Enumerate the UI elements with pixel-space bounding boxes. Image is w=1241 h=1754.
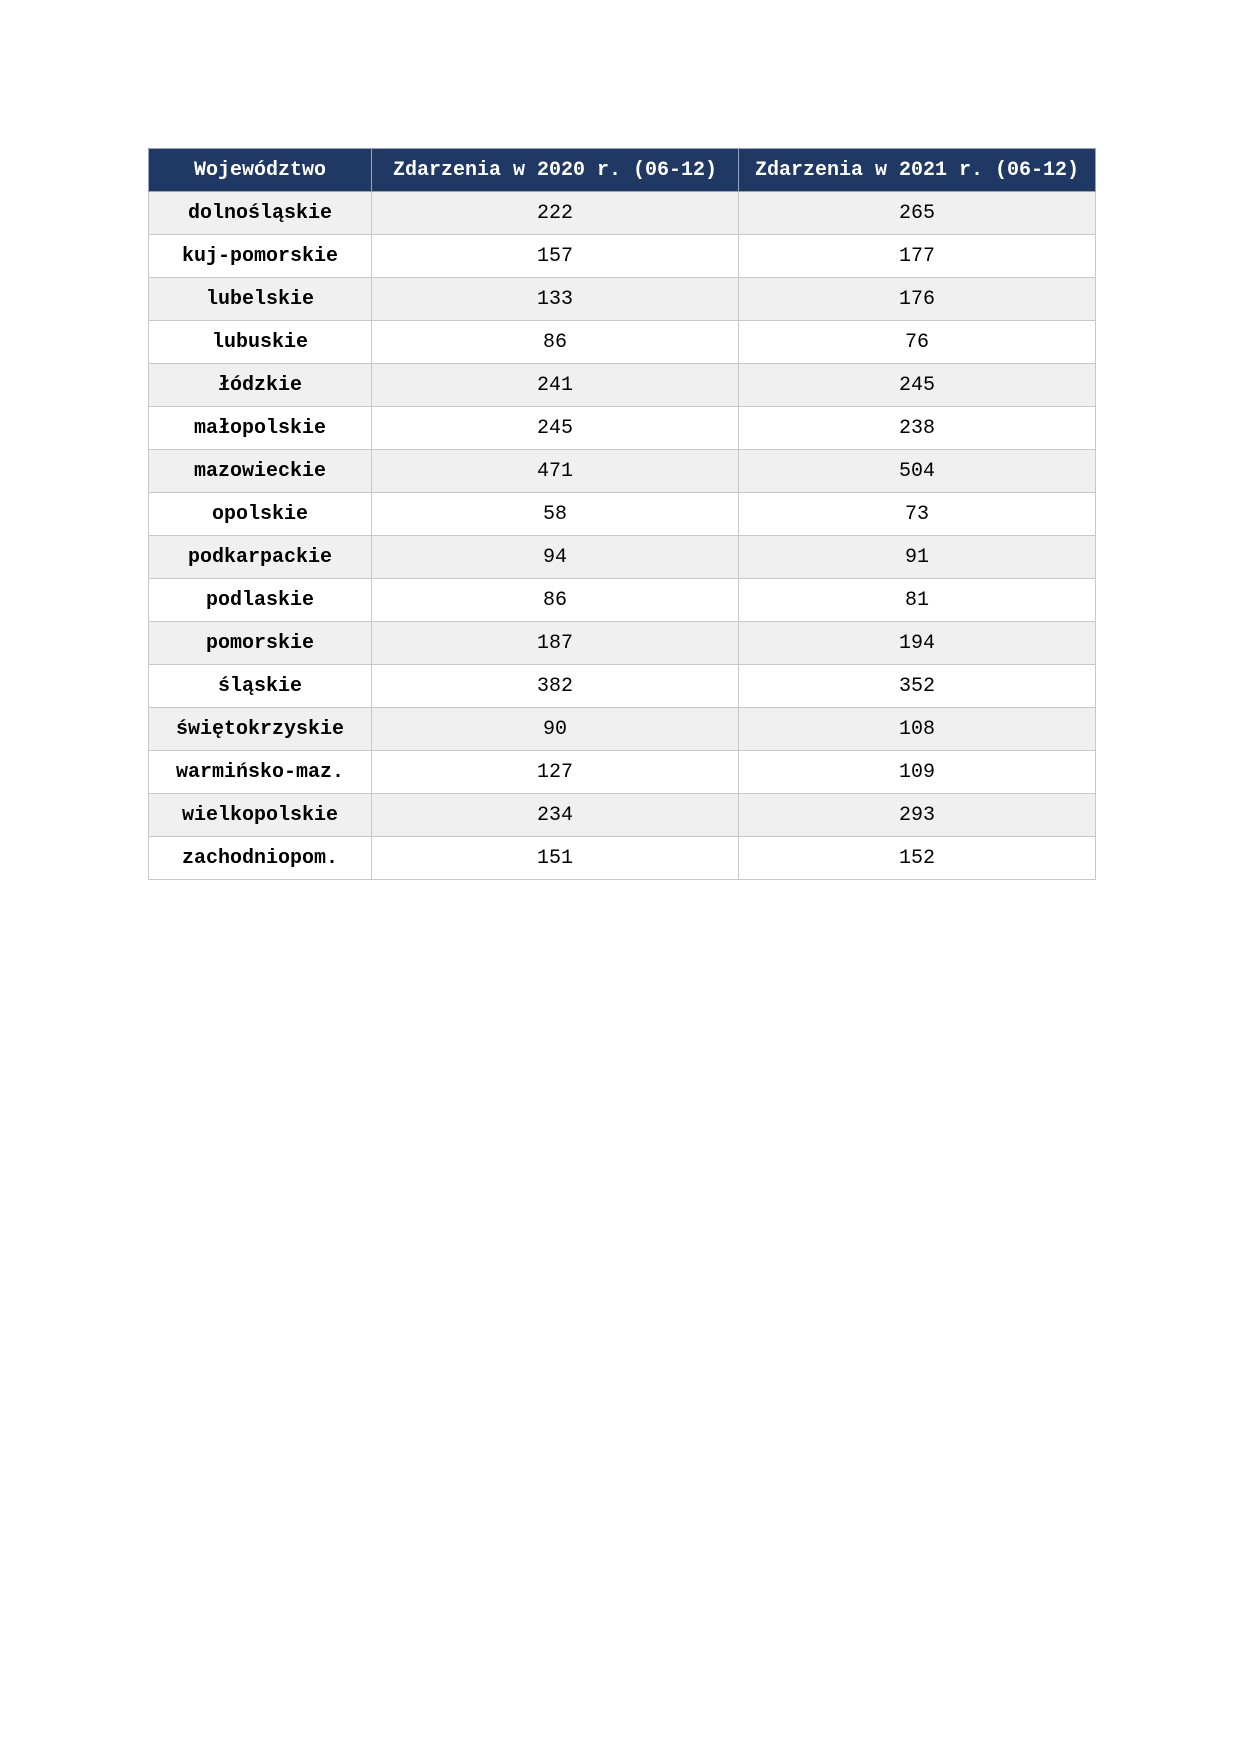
table-row [149, 321, 1096, 364]
events-2020-cell: 151 [372, 837, 739, 880]
events-2020-cell: 133 [372, 278, 739, 321]
events-2020-cell: 94 [372, 536, 739, 579]
table-row [149, 622, 1096, 665]
region-cell: śląskie [149, 665, 372, 708]
region-cell: świętokrzyskie [149, 708, 372, 751]
table-row [149, 235, 1096, 278]
table-row [149, 192, 1096, 235]
events-2021-cell: 76 [739, 321, 1096, 364]
table-row [149, 493, 1096, 536]
table-row [149, 794, 1096, 837]
table-row [149, 407, 1096, 450]
events-2021-cell: 504 [739, 450, 1096, 493]
events-2020-cell: 86 [372, 321, 739, 364]
events-2020-cell: 234 [372, 794, 739, 837]
region-cell: lubuskie [149, 321, 372, 364]
header-events-2021: Zdarzenia w 2021 r. (06-12) [739, 149, 1096, 192]
header-row [149, 149, 1096, 192]
region-cell: kuj-pomorskie [149, 235, 372, 278]
events-2021-cell: 177 [739, 235, 1096, 278]
events-2020-cell: 245 [372, 407, 739, 450]
events-2021-cell: 293 [739, 794, 1096, 837]
region-cell: łódzkie [149, 364, 372, 407]
region-cell: zachodniopom. [149, 837, 372, 880]
events-2021-cell: 238 [739, 407, 1096, 450]
incidents-by-voivodeship-table [148, 148, 1096, 880]
header-events-2020: Zdarzenia w 2020 r. (06-12) [372, 149, 739, 192]
region-cell: opolskie [149, 493, 372, 536]
events-2021-cell: 152 [739, 837, 1096, 880]
table-row [149, 450, 1096, 493]
table-row [149, 708, 1096, 751]
table-row [149, 364, 1096, 407]
region-cell: pomorskie [149, 622, 372, 665]
region-cell: podkarpackie [149, 536, 372, 579]
table-row [149, 665, 1096, 708]
table-row [149, 536, 1096, 579]
region-cell: podlaskie [149, 579, 372, 622]
region-cell: dolnośląskie [149, 192, 372, 235]
events-2020-cell: 222 [372, 192, 739, 235]
table-row [149, 579, 1096, 622]
events-2020-cell: 187 [372, 622, 739, 665]
events-2021-cell: 176 [739, 278, 1096, 321]
events-2021-cell: 245 [739, 364, 1096, 407]
events-2020-cell: 471 [372, 450, 739, 493]
region-cell: małopolskie [149, 407, 372, 450]
events-2020-cell: 382 [372, 665, 739, 708]
events-2020-cell: 127 [372, 751, 739, 794]
events-2020-cell: 90 [372, 708, 739, 751]
events-2021-cell: 81 [739, 579, 1096, 622]
events-2021-cell: 109 [739, 751, 1096, 794]
events-2020-cell: 241 [372, 364, 739, 407]
events-2021-cell: 91 [739, 536, 1096, 579]
region-cell: mazowieckie [149, 450, 372, 493]
events-2020-cell: 157 [372, 235, 739, 278]
events-2021-cell: 352 [739, 665, 1096, 708]
region-cell: wielkopolskie [149, 794, 372, 837]
events-2020-cell: 58 [372, 493, 739, 536]
events-2021-cell: 108 [739, 708, 1096, 751]
header-voivodeship: Województwo [149, 149, 372, 192]
events-2020-cell: 86 [372, 579, 739, 622]
region-cell: lubelskie [149, 278, 372, 321]
table-row [149, 278, 1096, 321]
events-2021-cell: 194 [739, 622, 1096, 665]
region-cell: warmińsko-maz. [149, 751, 372, 794]
table-row [149, 837, 1096, 880]
events-2021-cell: 73 [739, 493, 1096, 536]
table-header [149, 149, 1096, 192]
events-2021-cell: 265 [739, 192, 1096, 235]
table-body [149, 192, 1096, 880]
table-row [149, 751, 1096, 794]
